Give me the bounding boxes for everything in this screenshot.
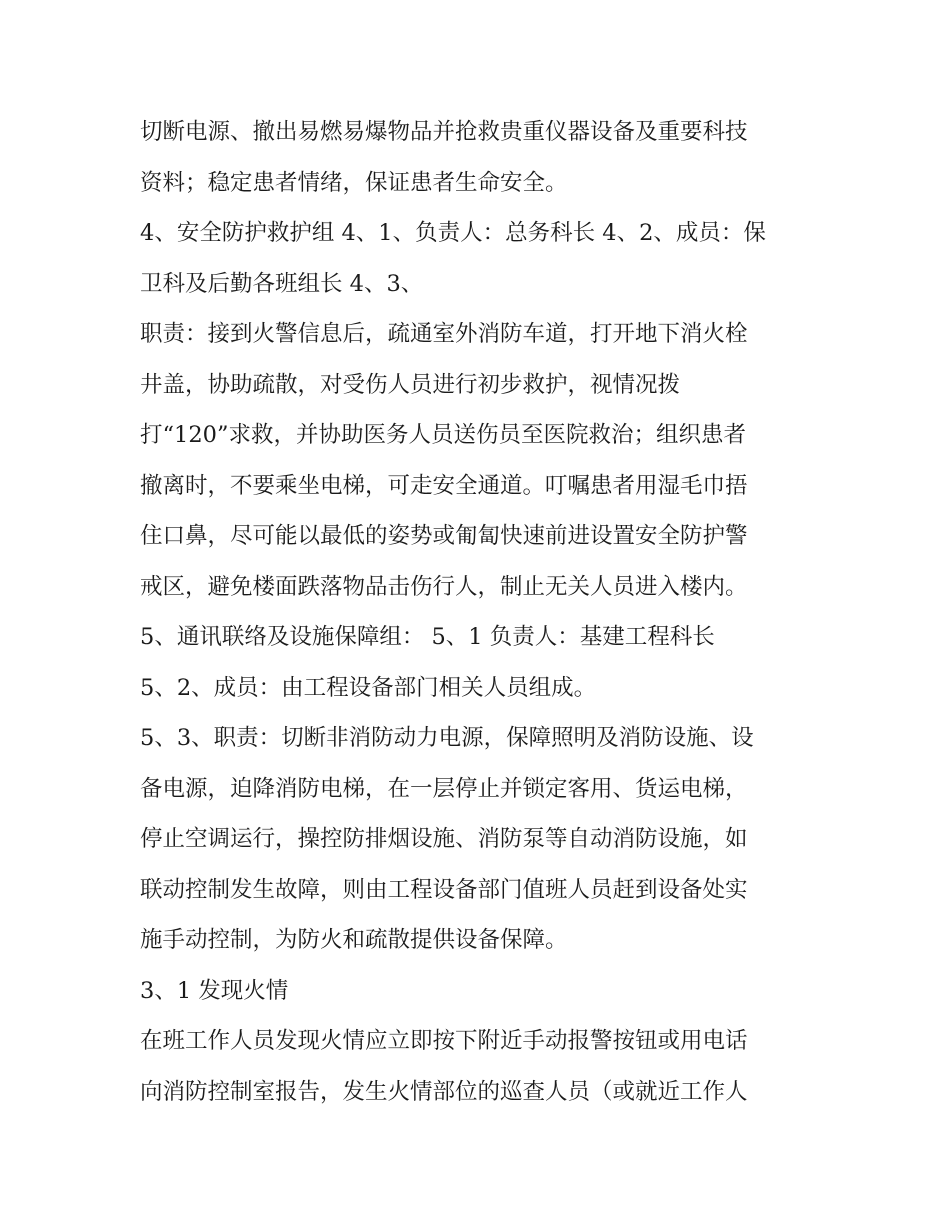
text-line: 施手动控制，为防火和疏散提供设备保障。 [140,927,568,953]
text-line: 3、1 发现火情 [140,977,289,1004]
text-line: 备电源，迫降消防电梯，在一层停止并锁定客用、货运电梯， [140,775,748,802]
text-line: 向消防控制室报告，发生火情部位的巡查人员（或就近工作人 [140,1078,748,1105]
text-line: 4、安全防护救护组 4、1、负责人：总务科长 4、2、成员：保 [140,220,766,246]
text-line: 5、3、职责：切断非消防动力电源，保障照明及消防设施、设 [140,725,754,751]
text-line: 在班工作人员发现火情应立即按下附近手动报警按钮或用电话 [140,1028,748,1054]
text-line: 撤离时，不要乘坐电梯，可走安全通道。叮嘱患者用湿毛巾捂 [140,472,748,499]
text-line: 住口鼻，尽可能以最低的姿势或匍匐快速前进设置安全防护警 [140,523,748,549]
text-line: 井盖，协助疏散，对受伤人员进行初步救护，视情况拨 [140,371,681,398]
text-line: 停止空调运行，操控防排烟设施、消防泵等自动消防设施，如 [140,826,748,852]
text-line: 卫科及后勤各班组长 4、3、 [140,270,424,297]
text-line: 切断电源、撤出易燃易爆物品并抢救贵重仪器设备及重要科技 [140,119,748,145]
document-body [140,107,830,1117]
text-line: 打“120”求救，并协助医务人员送伤员至医院救治；组织患者 [140,422,746,448]
text-line: 联动控制发生故障，则由工程设备部门值班人员赶到设备处实 [140,876,748,903]
text-line: 5、通讯联络及设施保障组： 5、1 负责人：基建工程科长 [140,624,715,650]
text-line: 职责：接到火警信息后，疏通室外消防车道，打开地下消火栓 [140,321,748,347]
text-line: 戒区，避免楼面跌落物品击伤行人，制止无关人员进入楼内。 [140,573,748,600]
text-line: 资料；稳定患者情绪，保证患者生命安全。 [140,169,568,196]
text-line: 5、2、成员：由工程设备部门相关人员组成。 [140,674,597,701]
